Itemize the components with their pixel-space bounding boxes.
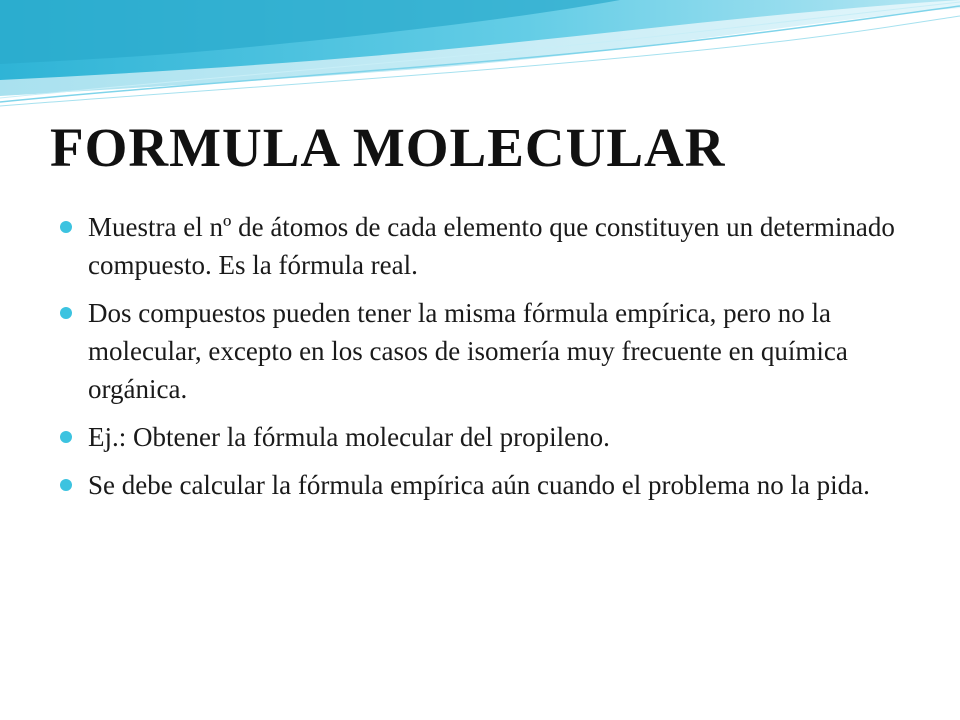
bullet-text: Muestra el nº de átomos de cada elemento que constituyen un determinado compuesto. Es la fórmula real. <box>88 212 895 280</box>
slide-title: FORMULA MOLECULAR <box>50 117 726 178</box>
bullet-item <box>60 208 900 284</box>
bullet-icon <box>60 431 72 443</box>
bullet-icon <box>60 221 72 233</box>
header-wave-decoration <box>0 0 960 120</box>
bullet-list <box>60 208 900 514</box>
bullet-item <box>60 418 900 456</box>
bullet-item <box>60 466 900 504</box>
bullet-text: Dos compuestos pueden tener la misma fórmula empírica, pero no la molecular, excepto en los casos de isomería muy frecuente en química orgánica. <box>88 298 848 404</box>
bullet-icon <box>60 479 72 491</box>
bullet-icon <box>60 307 72 319</box>
bullet-text: Se debe calcular la fórmula empírica aún cuando el problema no la pida. <box>88 470 870 500</box>
bullet-text: Ej.: Obtener la fórmula molecular del propileno. <box>88 422 610 452</box>
bullet-item <box>60 294 900 408</box>
